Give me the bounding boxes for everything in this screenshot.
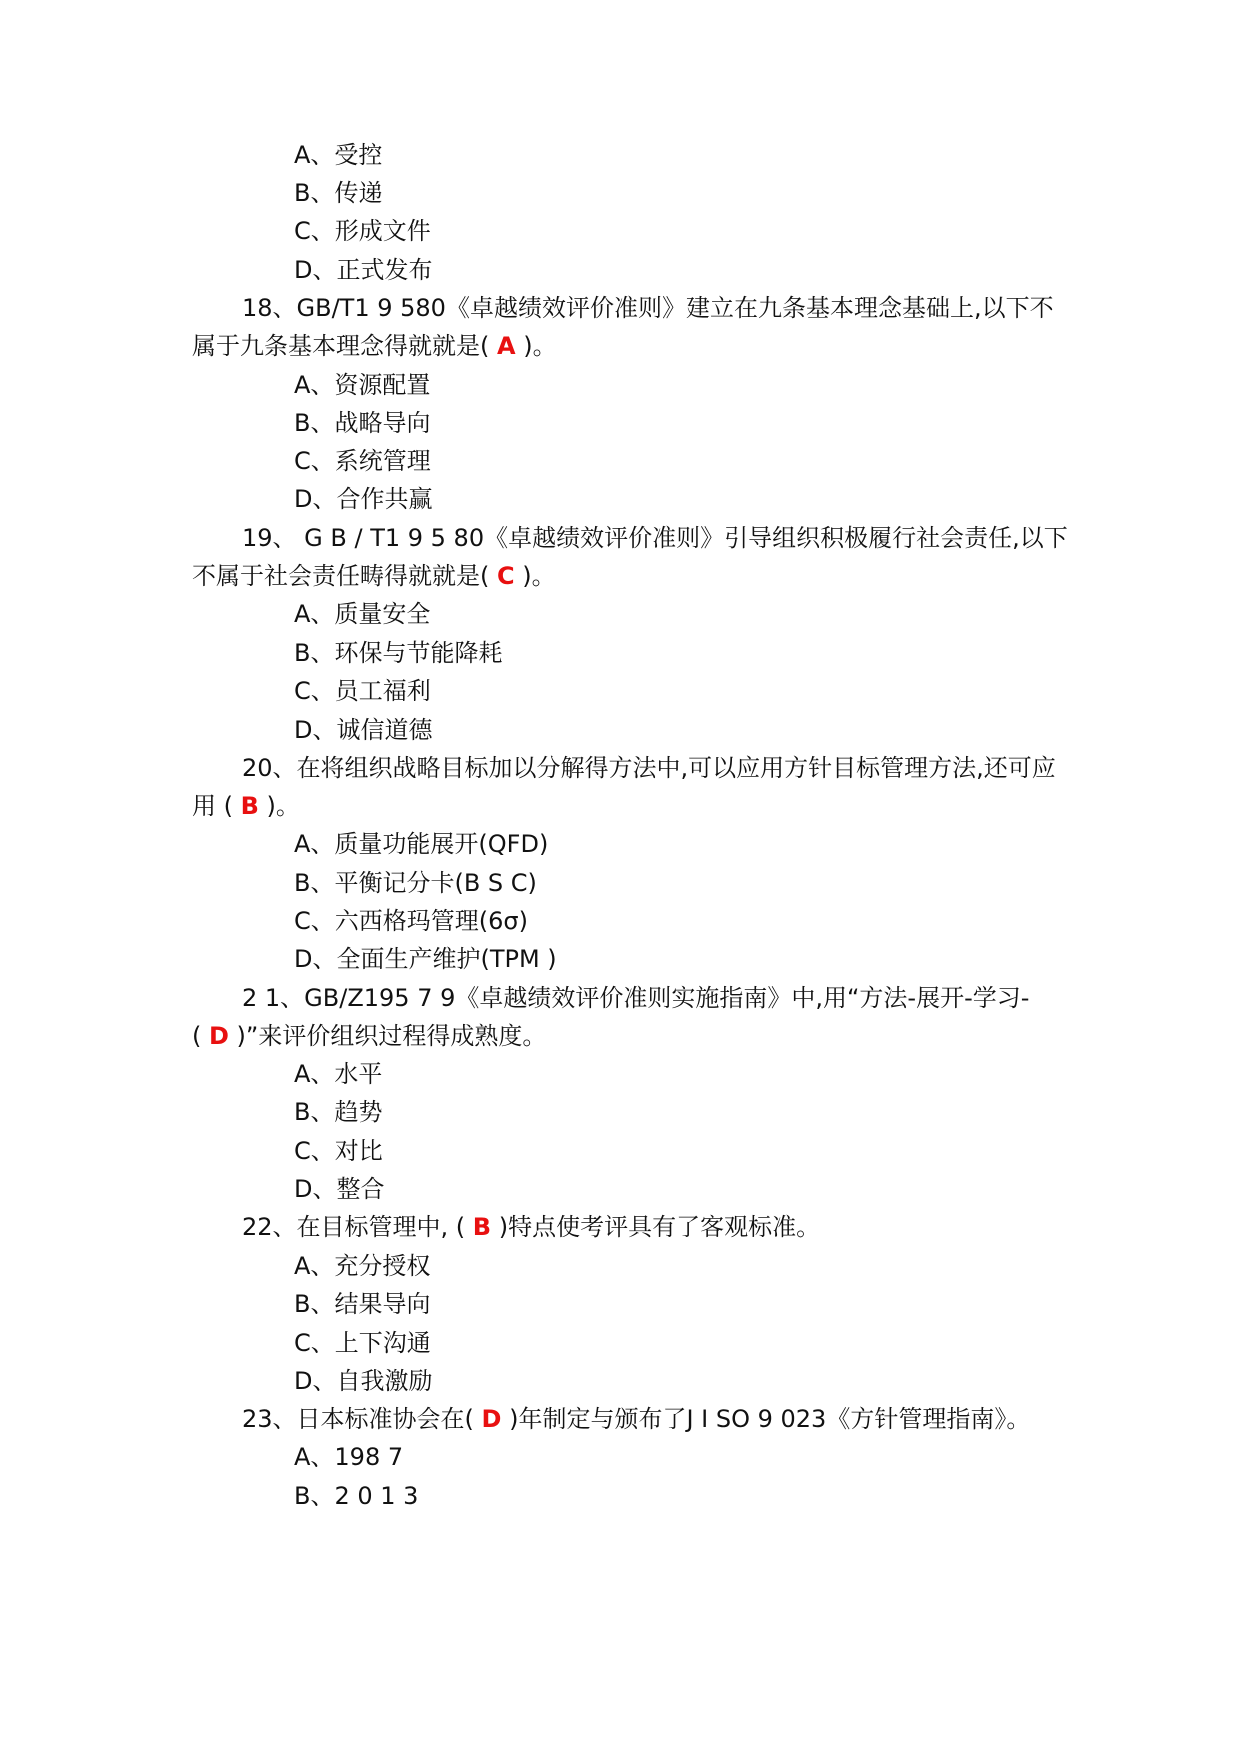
option-text: A、质量安全 bbox=[294, 600, 431, 628]
option-text: B、环保与节能降耗 bbox=[294, 639, 503, 667]
option-text: B、2 0 1 3 bbox=[294, 1482, 419, 1510]
question-text: )年制定与颁布了J I SO 9 023《方针管理指南》。 bbox=[501, 1405, 1031, 1433]
option-text: C、六西格玛管理(6σ) bbox=[294, 907, 528, 935]
question-text: ( bbox=[192, 1022, 209, 1050]
option-text: A、质量功能展开(QFD) bbox=[294, 830, 549, 858]
option-text: A、资源配置 bbox=[294, 371, 431, 399]
question-21-continuation bbox=[192, 1018, 546, 1054]
question-text: )。 bbox=[515, 332, 557, 360]
option-text: A、水平 bbox=[294, 1060, 383, 1088]
answer-mark: B bbox=[240, 792, 259, 820]
option-text: B、平衡记分卡(B S C) bbox=[294, 869, 537, 897]
question-text: )。 bbox=[258, 792, 300, 820]
answer-mark: A bbox=[497, 332, 516, 360]
option-text: D、诚信道德 bbox=[294, 716, 433, 744]
question-18-continuation bbox=[192, 328, 557, 364]
option-text: D、正式发布 bbox=[294, 256, 433, 284]
question-text: 属于九条基本理念得就就是( bbox=[192, 332, 497, 360]
option-text: B、战略导向 bbox=[294, 409, 431, 437]
question-text: )特点使考评具有了客观标准。 bbox=[491, 1213, 821, 1241]
question-20-continuation bbox=[192, 788, 300, 824]
option-text: A、受控 bbox=[294, 141, 383, 169]
option-text: A、充分授权 bbox=[294, 1252, 431, 1280]
question-19-continuation bbox=[192, 558, 556, 594]
option-text: C、对比 bbox=[294, 1137, 383, 1165]
answer-mark: D bbox=[481, 1405, 502, 1433]
answer-mark: B bbox=[472, 1213, 492, 1241]
question-19-text: 19、 G B / T1 9 5 80《卓越绩效评价准则》引导组织积极履行社会责任,以下 bbox=[242, 524, 1068, 552]
question-text: 不属于社会责任畴得就就是( bbox=[192, 562, 497, 590]
option-text: B、趋势 bbox=[294, 1098, 383, 1126]
question-text: )。 bbox=[514, 562, 556, 590]
option-text: D、全面生产维护(TPM ) bbox=[294, 945, 557, 973]
option-text: D、整合 bbox=[294, 1175, 385, 1203]
option-text: D、自我激励 bbox=[294, 1367, 433, 1395]
option-text: C、员工福利 bbox=[294, 677, 431, 705]
answer-mark: C bbox=[497, 562, 515, 590]
option-text: D、合作共赢 bbox=[294, 485, 433, 513]
question-22-text bbox=[242, 1209, 820, 1245]
question-20-text: 20、在将组织战略目标加以分解得方法中,可以应用方针目标管理方法,还可应 bbox=[242, 754, 1056, 782]
question-text: )”来评价组织过程得成熟度。 bbox=[228, 1022, 547, 1050]
question-18-text: 18、GB/T1 9 580《卓越绩效评价准则》建立在九条基本理念基础上,以下不 bbox=[242, 294, 1054, 322]
option-text: B、传递 bbox=[294, 179, 383, 207]
option-text: C、形成文件 bbox=[294, 217, 431, 245]
question-text: 23、日本标准协会在( bbox=[242, 1405, 482, 1433]
option-text: C、系统管理 bbox=[294, 447, 431, 475]
option-text: A、198 7 bbox=[294, 1443, 404, 1471]
question-23-text bbox=[242, 1401, 1030, 1437]
question-text: 22、在目标管理中, ( bbox=[242, 1213, 473, 1241]
answer-mark: D bbox=[209, 1022, 229, 1050]
option-text: B、结果导向 bbox=[294, 1290, 431, 1318]
question-21-text: 2 1、GB/Z195 7 9《卓越绩效评价准则实施指南》中,用“方法-展开-学习- bbox=[242, 984, 1030, 1012]
question-text: 用 ( bbox=[192, 792, 241, 820]
option-text: C、上下沟通 bbox=[294, 1329, 431, 1357]
